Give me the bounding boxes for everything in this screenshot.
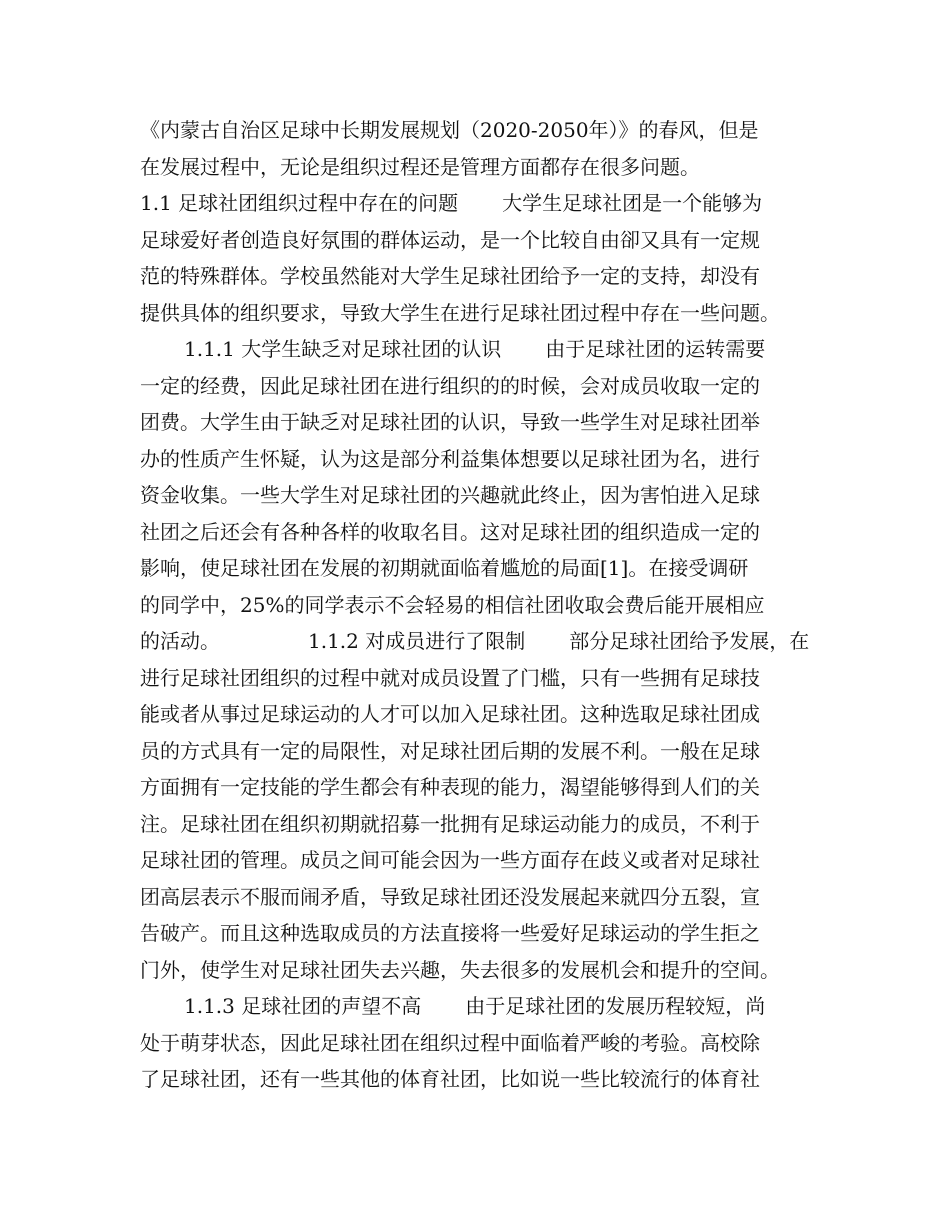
text-line: 一定的经费，因此足球社团在进行组织的的时候，会对成员收取一定的 — [140, 373, 760, 398]
section-heading-1-1-3: 1.1.3 足球社团的声望不高 — [184, 994, 422, 1018]
text-fragment: 的活动。 — [140, 629, 220, 653]
text-line: 提供具体的组织要求，导致大学生在进行足球社团过程中存在一些问题。 — [140, 300, 780, 325]
text-line: 处于萌芽状态，因此足球社团在组织过程中面临着严峻的考验。高校除 — [140, 1030, 760, 1055]
text-line: 进行足球社团组织的过程中就对成员设置了门槛，只有一些拥有足球技 — [140, 665, 760, 690]
text-line: 方面拥有一定技能的学生都会有种表现的能力，渴望能够得到人们的关 — [140, 775, 760, 799]
text-line: 团高层表示不服而闹矛盾，导致足球社团还没发展起来就四分五裂，宣 — [140, 884, 760, 909]
text-line — [140, 988, 830, 1025]
text-line: 《内蒙古自治区足球中长期发展规划（2020-2050年）》的春风，但是 — [140, 118, 759, 142]
text-line: 团费。大学生由于缺乏对足球社团的认识，导致一些学生对足球社团举 — [140, 410, 760, 434]
text-line: 的同学中，25%的同学表示不会轻易的相信社团收取会费后能开展相应 — [140, 592, 765, 617]
text-line: 注。足球社团在组织初期就招募一批拥有足球运动能力的成员，不利于 — [140, 811, 760, 836]
text-line — [140, 185, 830, 222]
text-fragment: 由于足球社团的运转需要 — [545, 337, 766, 361]
text-fragment: 由于足球社团的发展历程较短，尚 — [465, 994, 766, 1018]
text-fragment: 大学生足球社团是一个能够为 — [502, 191, 763, 215]
text-line: 办的性质产生怀疑，认为这是部分利益集体想要以足球社团为名，进行 — [140, 446, 760, 471]
text-line: 范的特殊群体。学校虽然能对大学生足球社团给予一定的支持，却没有 — [140, 264, 760, 288]
section-heading-1-1-1: 1.1.1 大学生缺乏对足球社团的认识 — [184, 337, 502, 361]
section-heading-1-1: 1.1 足球社团组织过程中存在的问题 — [140, 191, 459, 215]
text-fragment: 部分足球社团给予发展，在 — [569, 629, 810, 653]
text-line: 影响，使足球社团在发展的初期就面临着尴尬的局面[1]。在接受调研 — [140, 556, 749, 580]
body-text — [140, 112, 830, 1098]
text-line: 告破产。而且这种选取成员的方法直接将一些爱好足球运动的学生拒之 — [140, 921, 760, 945]
text-line: 员的方式具有一定的局限性，对足球社团后期的发展不利。一般在足球 — [140, 738, 760, 763]
section-heading-1-1-2: 1.1.2 对成员进行了限制 — [308, 629, 526, 653]
text-line — [140, 331, 830, 368]
text-line: 足球社团的管理。成员之间可能会因为一些方面存在歧义或者对足球社 — [140, 848, 760, 872]
text-line: 了足球社团，还有一些其他的体育社团，比如说一些比较流行的体育社 — [140, 1067, 760, 1091]
text-line — [140, 623, 830, 660]
text-line: 门外，使学生对足球社团失去兴趣，失去很多的发展机会和提升的空间。 — [140, 957, 780, 982]
text-line: 在发展过程中，无论是组织过程还是管理方面都存在很多问题。 — [140, 154, 700, 179]
text-line: 足球爱好者创造良好氛围的群体运动，是一个比较自由卻又具有一定规 — [140, 227, 760, 252]
text-line: 资金收集。一些大学生对足球社团的兴趣就此终止，因为害怕进入足球 — [140, 483, 760, 507]
text-line: 能或者从事过足球运动的人才可以加入足球社团。这种选取足球社团成 — [140, 702, 760, 726]
text-line: 社团之后还会有各种各样的收取名目。这对足球社团的组织造成一定的 — [140, 519, 760, 544]
